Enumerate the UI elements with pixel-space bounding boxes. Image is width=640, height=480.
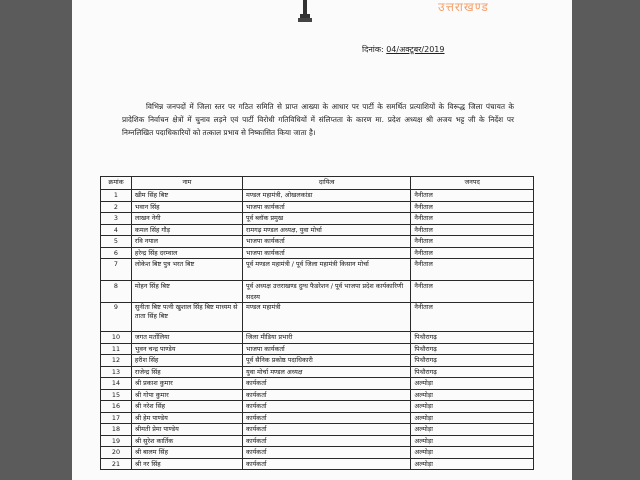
designation-cell: जिला मीडिया प्रभारी <box>243 332 411 344</box>
name-cell: श्री हेम पाण्डेय <box>131 412 242 424</box>
district-cell: पिथौरागढ़ <box>411 355 534 367</box>
logo-text: उत्तराखण्ड <box>438 0 489 14</box>
header-district: जनपद <box>411 177 534 190</box>
table-header-row <box>101 177 534 190</box>
name-cell: जगत मर्तोलिया <box>131 332 242 344</box>
district-cell: नैनीताल <box>411 259 534 281</box>
designation-cell: पूर्व अध्यक्ष उत्तराखण्ड दुग्ध फैडरेशन / पूर्व भाजपा प्रदेश कार्यकारिणी सदस्य <box>243 281 411 303</box>
name-cell: लाखन नेगी <box>131 213 242 225</box>
table-row <box>101 213 534 225</box>
serial-cell: 13 <box>101 366 132 378</box>
designation-cell: पूर्व सैनिक प्रकोष्ठ पदाधिकारी <box>243 355 411 367</box>
district-cell: अल्मोड़ा <box>411 389 534 401</box>
name-cell: कमल सिंह गौड़ <box>131 224 242 236</box>
table-row <box>101 224 534 236</box>
date-value: 04/अक्टूबर/2019 <box>386 45 445 54</box>
serial-cell: 19 <box>101 435 132 447</box>
table-row <box>101 424 534 436</box>
table-row <box>101 201 534 213</box>
table-row <box>101 389 534 401</box>
designation-cell: भाजपा कार्यकर्ता <box>243 201 411 213</box>
header-serial: क्रमांक <box>101 177 132 190</box>
serial-cell: 15 <box>101 389 132 401</box>
serial-cell: 21 <box>101 458 132 470</box>
serial-cell: 8 <box>101 281 132 303</box>
designation-cell: युवा मोर्चा मण्डल अध्यक्ष <box>243 366 411 378</box>
serial-cell: 11 <box>101 343 132 355</box>
district-cell: नैनीताल <box>411 201 534 213</box>
district-cell: नैनीताल <box>411 281 534 303</box>
designation-cell: पूर्व मण्डल महामंत्री / पूर्व जिला महामंत्री किसान मोर्चा <box>243 259 411 281</box>
expulsion-table <box>100 176 534 470</box>
designation-cell: भाजपा कार्यकर्ता <box>243 247 411 259</box>
serial-cell: 5 <box>101 236 132 248</box>
serial-cell: 7 <box>101 259 132 281</box>
table-row <box>101 435 534 447</box>
name-cell: भवान सिंह <box>131 201 242 213</box>
serial-cell: 3 <box>101 213 132 225</box>
body-paragraph: विभिन्न जनपदों में जिला स्तर पर गठित समिति से प्राप्त आख्या के आधार पर पार्टी के समर्थित प्रत्याशियों के विरूद्ध जिला पंचायत के प्रादेशिक निर्वाचन क्षेत्रों में चुनाव लड़ने एवं पार्टी विरोधी गतिविधियों में संलिप्तता के कारण मा. प्रदेश अध्यक्ष श्री अजय भट्ट जी के निर्देश पर निम्नलिखित पदाधिकारियों को तत्काल प्रभाव से निष्कासित किया जाता है। <box>122 102 514 137</box>
district-cell: अल्मोड़ा <box>411 401 534 413</box>
table-row <box>101 303 534 332</box>
serial-cell: 4 <box>101 224 132 236</box>
district-cell: नैनीताल <box>411 213 534 225</box>
serial-cell: 6 <box>101 247 132 259</box>
serial-cell: 12 <box>101 355 132 367</box>
name-cell: श्री नर सिंह <box>131 458 242 470</box>
designation-cell: कार्यकर्ता <box>243 447 411 459</box>
table-row <box>101 401 534 413</box>
table-row <box>101 412 534 424</box>
serial-cell: 10 <box>101 332 132 344</box>
serial-cell: 2 <box>101 201 132 213</box>
table-row <box>101 259 534 281</box>
designation-cell: रामगढ़ मण्डल अध्यक्ष, युवा मोर्चा <box>243 224 411 236</box>
designation-cell: कार्यकर्ता <box>243 435 411 447</box>
emblem-icon <box>298 0 312 24</box>
name-cell: हरेन्द्र सिंह दरम्वाल <box>131 247 242 259</box>
name-cell: श्री बालम सिंह <box>131 447 242 459</box>
name-cell: श्री नरेश सिंह <box>131 401 242 413</box>
designation-cell: कार्यकर्ता <box>243 412 411 424</box>
table-row <box>101 366 534 378</box>
name-cell: खीम सिंह बिष्ट <box>131 190 242 202</box>
name-cell: लोकेश बिष्ट पुत्र भरत बिष्ट <box>131 259 242 281</box>
table-row <box>101 281 534 303</box>
table-row <box>101 458 534 470</box>
header-designation: दायित्व <box>243 177 411 190</box>
serial-cell: 1 <box>101 190 132 202</box>
district-cell: पिथौरागढ़ <box>411 366 534 378</box>
district-cell: अल्मोड़ा <box>411 412 534 424</box>
serial-cell: 16 <box>101 401 132 413</box>
district-cell: नैनीताल <box>411 303 534 332</box>
document-page <box>72 0 572 480</box>
district-cell: अल्मोड़ा <box>411 458 534 470</box>
name-cell: श्री सुरेश कार्तिक <box>131 435 242 447</box>
district-cell: नैनीताल <box>411 190 534 202</box>
designation-cell: कार्यकर्ता <box>243 389 411 401</box>
serial-cell: 20 <box>101 447 132 459</box>
district-cell: अल्मोड़ा <box>411 424 534 436</box>
designation-cell: भाजपा कार्यकर्ता <box>243 343 411 355</box>
designation-cell: कार्यकर्ता <box>243 424 411 436</box>
name-cell: मोहन सिंह बिष्ट <box>131 281 242 303</box>
table-row <box>101 343 534 355</box>
name-cell: भुवन चन्द्र पाण्डेय <box>131 343 242 355</box>
serial-cell: 9 <box>101 303 132 332</box>
name-cell: श्री गोपा कुमार <box>131 389 242 401</box>
table-row <box>101 355 534 367</box>
designation-cell: मण्डल महामंत्री, ओखलकांडा <box>243 190 411 202</box>
name-cell: हरीश सिंह <box>131 355 242 367</box>
designation-cell: कार्यकर्ता <box>243 378 411 390</box>
serial-cell: 17 <box>101 412 132 424</box>
date-line <box>362 44 445 55</box>
district-cell: अल्मोड़ा <box>411 447 534 459</box>
designation-cell: मण्डल महामंत्री <box>243 303 411 332</box>
district-cell: नैनीताल <box>411 236 534 248</box>
district-cell: नैनीताल <box>411 247 534 259</box>
designation-cell: भाजपा कार्यकर्ता <box>243 236 411 248</box>
name-cell: राजेन्द्र सिंह <box>131 366 242 378</box>
header-name: नाम <box>131 177 242 190</box>
designation-cell: कार्यकर्ता <box>243 401 411 413</box>
name-cell: रवि नयाल <box>131 236 242 248</box>
table-row <box>101 447 534 459</box>
table-row <box>101 236 534 248</box>
district-cell: पिथौरागढ़ <box>411 332 534 344</box>
table-row <box>101 378 534 390</box>
name-cell: सुनीता बिष्ट पत्नी खुशाल सिंह बिष्ट माध्यम से ताता सिंह बिष्ट <box>131 303 242 332</box>
table-row <box>101 190 534 202</box>
district-cell: अल्मोड़ा <box>411 435 534 447</box>
table-row <box>101 247 534 259</box>
designation-cell: पूर्व ब्लॉक प्रमुख <box>243 213 411 225</box>
serial-cell: 18 <box>101 424 132 436</box>
table-row <box>101 332 534 344</box>
serial-cell: 14 <box>101 378 132 390</box>
designation-cell: कार्यकर्ता <box>243 458 411 470</box>
district-cell: अल्मोड़ा <box>411 378 534 390</box>
name-cell: श्रीमती प्रेमा पाण्डेय <box>131 424 242 436</box>
name-cell: श्री प्रकाश कुमार <box>131 378 242 390</box>
district-cell: पिथौरागढ़ <box>411 343 534 355</box>
date-label: दिनांक: <box>362 45 384 54</box>
district-cell: नैनीताल <box>411 224 534 236</box>
